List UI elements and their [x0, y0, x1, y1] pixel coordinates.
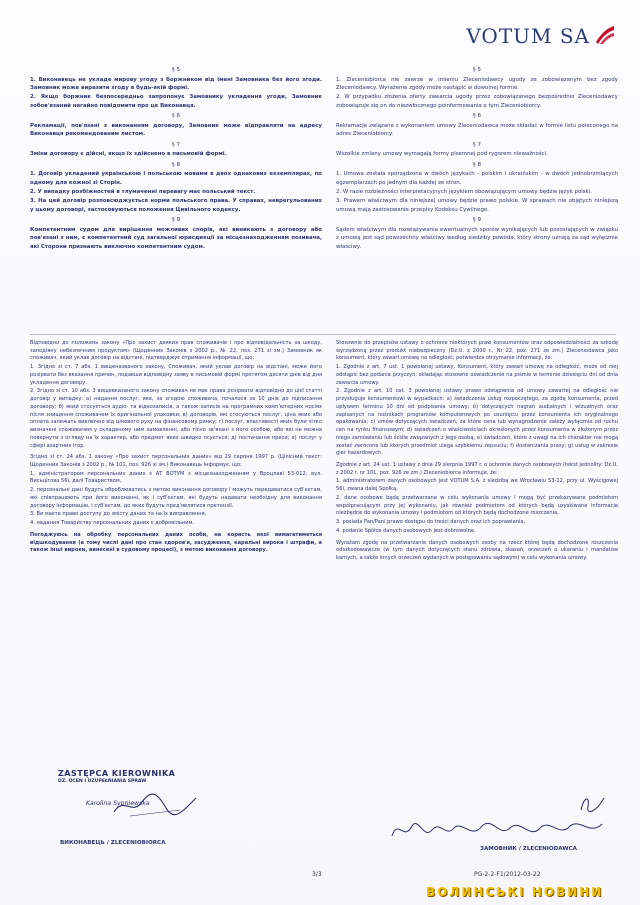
section-5-para-1-pl: 1. Zleceniobiorca nie zawrze w imieniu Zleceniodawcy ugody ze zobowiązanym bez zgody Zleceniodawcy. Wyrażenie zgody może nastąpić w dowolnej formie.	[336, 76, 618, 92]
lower-left-block	[30, 340, 322, 556]
section-7-heading-pl: § 7	[472, 141, 482, 148]
consumer-info-intro-pl: Stosownie do przepisów ustawy o ochronie niektórych praw konsumentów oraz odpowiedzialności za szkodę wyrządzoną przez produkt niebezpieczny (Dz.U. z 2000 r., Nr 22, poz. 271 ze zm.) Zleceniodawca jako konsument, który zawarł umowę na odległość, potwierdza otrzymanie informacji, że:	[336, 340, 618, 362]
section-5-heading-pl: § 5	[472, 67, 482, 73]
votum-logo	[466, 24, 616, 48]
section-8-heading-pl: § 8	[472, 161, 482, 168]
section-9-para: Компетентним судом для вирішення можливих спорів, які виникають з договору або пов'язані з ним, є компетентний суд загальної юрисдикції за місцезнаходженням позивача, які Сторони признають виключно компетентним судом.	[30, 226, 322, 250]
page-number: 3/3	[312, 871, 322, 878]
data-protection-point-2-pl: 2. dane osobowe będą przetwarzane w celu wykonania umowy i mogą być przekazywane podmiotom współpracującym przy jej wykonaniu, jak również podmiotom od których będą uzyskiwane informacje niezbędne do wykonania umowy i podmiotom od których będą dochodzone roszczenia,	[336, 494, 618, 517]
consumer-info-point-1-pl: 1. Zgodnie z art. 7 ust. 1 powołanej ustawy, Konsument, który zawarł umowę na odległość, może od niej odstąpić bez podania przyczyn, składając stosowne oświadczenie na piśmie w terminie dziesięciu dni od dnia zawarcia umowy.	[336, 364, 618, 386]
section-8-para-2-pl: 2. W razie rozbieżności interpretacyjnych językiem obowiązującym umowy będzie język polski.	[336, 189, 592, 195]
stamp-name: Karolina Sypniewska	[86, 799, 150, 807]
data-protection-intro-pl: Zgodnie z art. 24 ust. 1 ustawy z dnia 29 sierpnia 1997 r. o ochronie danych osobowych (tekst jednolity: Dz.U. z 2002 r. nr 101, poz. 926 ze zm.) Zleceniobiorca informuje, że:	[336, 462, 618, 476]
upper-right-column	[336, 64, 618, 252]
form-code: PG-2-2-F1/2012-03-22	[474, 871, 541, 878]
initials-mark	[578, 792, 608, 816]
lower-right-block	[336, 340, 618, 564]
section-6-para-pl: Reklamacje związane z wykonaniem umowy Zleceniodawca może składać w formie listu poleconego na adres Zleceniobiorcy.	[336, 122, 618, 138]
consumer-info-point-1: 1. Згідно зі ст. 7 абз. 1 вищеназваного закону, Споживач, який уклав договір на відстані, може його розірвати без вказання причин, подавши відповідну заяву в письмовій формі протягом десяти днів від дня укладення договору.	[30, 364, 322, 386]
section-5-para-2-pl: 2. W przypadku złożenia oferty zawarcia ugody przez zobowiązanego bezpośrednio Zleceniodawcy zobowiązuje się on do niezwłocznego poinformowania o tym Zleceniobiorcy.	[336, 94, 618, 109]
section-7-para: Зміни договору є дійсні, якщо їх здійснено в письмовій формі.	[30, 151, 227, 158]
data-protection-intro: Згідно зі ст. 24 абз. 1 закону «Про захист персональних даних» від 29 серпня 1997 р. (Цілісний текст: Щоденник Законів з 2002 р., № 101, поз. 926 зі зм.) Виконавець інформує, що:	[30, 454, 322, 469]
section-9-heading-pl: § 9	[472, 217, 482, 224]
consumer-info-intro: Відповідно до положень закону «Про захист деяких прав споживачів і про відповідальність за шкоду, заподіяну небезпечним продуктом» (Щоденник Законів з 2002 р., № 22, поз. 271 зі зм.) Замовник як споживач, який уклав договір на відстані, підтверджує отримання інформації, що:	[30, 340, 322, 362]
section-5-para-1: 1. Виконавець не укладе мирову угоду з боржником від імені Замовника без його згоди. Замовник може виразити згоду в будь-якій формі.	[30, 76, 322, 92]
news-watermark: ВОЛИНСЬКІ НОВИНИ	[426, 885, 604, 899]
stamp-title: ZASTĘPCA KIEROWNIKA	[58, 769, 176, 778]
section-6-heading: § 6	[171, 113, 181, 120]
upper-left-column	[30, 64, 322, 252]
data-protection-point-3-pl: 3. posiada Pan/Pani prawo dostępu do treści danych oraz ich poprawiania,	[336, 519, 526, 526]
client-signature	[388, 812, 608, 846]
section-8-para-1-pl: 1. Umowa została sporządzona w dwóch językach - polskim i ukraińskim - w dwóch jednobrzmiących egzemplarzach po jednym dla każdej ze stron.	[336, 171, 618, 186]
section-8-para-3-pl: 3. Prawem właściwym dla niniejszej umowy będzie prawo polskie. W sprawach nie objętych niniejszą umową mają zastosowanie przepisy Kodeksu Cywilnego.	[336, 198, 618, 213]
data-protection-point-4: 4. надання Товариству персональних даних є добровільним.	[30, 520, 195, 527]
section-7-para-pl: Wszelkie zmiany umowy wymagają formy pisemnej pod rygorem nieważności.	[336, 151, 548, 158]
section-6-para: Рекламації, пов'язані з виконанням договору, Замовник може відправляти на адресу Виконавця рекомендованим листом.	[30, 122, 322, 138]
consent-clause: Погоджуюсь на обробку персональних даних особи, на користь якої вимагатиметься відшкодування (а тому числі дані про стан здоров'я, засудження, каральні вироки і штрафи, а також інші вироки, винесені в судовому процесі), з метою виконання договору.	[30, 531, 322, 554]
section-9-para-pl: Sądem właściwym dla rozwiązywania ewentualnych sporów wynikających lub pozostających w związku z umową jest sąd powszechny właściwy według siedziby powoda, który strony uznają za sąd wyłącznie właściwy.	[336, 226, 618, 250]
data-protection-point-3: 3. Ви маєте право доступу до змісту даних та на їх виправлення,	[30, 511, 207, 518]
section-6-heading-pl: § 6	[472, 113, 482, 120]
section-8-para-1: 1. Договір укладений українською і польською мовами в двох однакових екземплярах, по одному для кожної зі Сторін.	[30, 171, 322, 186]
contractor-label: ВИКОНАВЕЦЬ / ZLECENIOBIORCA	[60, 840, 166, 846]
section-8-heading: § 8	[171, 161, 181, 168]
section-5-heading: § 5	[171, 67, 181, 73]
logo-text: VOTUM SA	[466, 24, 590, 48]
data-protection-point-4-pl: 4. podanie Spółce danych osobowych jest dobrowolne.	[336, 527, 476, 534]
contractor-signature	[110, 790, 200, 820]
data-protection-point-1-pl: 1. administratorem danych osobowych jest VOTUM S.A. z siedzibą we Wrocławiu 53-12, przy ul. Wyścigowej 56i, zwana dalej Spółką,	[336, 478, 618, 493]
client-label: ЗАМОВНИК / ZLECENIODAWCA	[480, 846, 577, 852]
data-protection-point-1: 1. адміністратором персональних даних є АТ ВОТУМ з місцезнаходженням у Вроцлаві 53-012, вул. Висьцігова 56і, далі Товариством,	[30, 470, 322, 485]
logo-swoosh-icon	[594, 24, 616, 46]
section-7-heading: § 7	[171, 141, 181, 148]
stamp-subtitle: DZ. OCEN I UZUPEŁNIANIA SPRAW	[58, 779, 147, 785]
consumer-info-point-2: 2. Згідно зі ст. 10 абз. 3 вищевказаного закону споживач не має права розірвати відповідно до цієї статті договір у випадку: а) надання послуг, яке, за згодою споживача, почалося за 10 днів до підписання договору; б) який стосується аудіо- та відеозаписів, а також записів на програмних комп'ютерних носіях після знищення споживачем їх оригінальної упаковки; в) договорів, які стосуються послуг, ціна яких або оплата залежать виключно від цінового руху на фінансовому ринку; г) послуг, властивості яких були чітко визначені споживачем у складеному ним замовленні, або тісно зв'язані з його особою, або які не можна повернути з огляду на їх характер, або предмет яких швидко псується; д) постачання преси; е) послуг у сфері азартних ігор.	[30, 388, 322, 449]
consumer-info-point-2-pl: 2. Zgodnie z art. 10 ust. 3 powołanej ustawy prawo odstąpienia od umowy zawartej na odległość nie przysługuje konsumentowi w wypadkach: a) świadczenia usług rozpoczętego, za zgodą konsumenta, przed upływem terminu 10 dni od podpisania umowy; b) dotyczących nagrań audialnych i wizualnych oraz zapisanych na nośnikach programów komputerowych po usunięciu przez konsumenta ich oryginalnego opakowania; c) umów dotyczących świadczeń, za które cena lub wynagrodzenie zależy wyłącznie od ruchu cen na rynku finansowym; d) świadczeń o właściwościach określonych przez konsumenta w złożonym przez niego zamówieniu lub ściśle związanych z jego osobą, e) świadczeń, które z uwagi na ich charakter nie mogą zostać zwrócone lub których przedmiot ulega szybkiemu zepsuciu; f) dostarczania prasy; g) usług w zakresie gier hazardowych.	[336, 388, 618, 457]
section-9-heading: § 9	[171, 217, 181, 224]
consent-clause-pl: Wyrażam zgodę na przetwarzanie danych osobowych osoby na rzecz której będą dochodzone roszczenia odszkodowawcze (w tym danych dotyczących stanu zdrowia, skazań, orzeczeń o ukaraniu i mandatów karnych, a także innych orzeczeń wydanych w postępowaniu sądowym) w celu wykonania umowy.	[336, 539, 618, 562]
data-protection-point-2: 2. персональні дані будуть оброблюватись з метою виконання договору і можуть передаватися суб'єктам, які співпрацюють при його виконанні, як і суб'єктам, які будуть надавати необхідну для виконання договору інформацію, і суб'єктам, до яких будуть пред'являтися претензії.	[30, 487, 322, 509]
section-5-para-2: 2. Якщо боржник безпосередньо запропонує Замовнику укладення угоди, Замовник зобов'язаний негайно повідомити про це Виконавця.	[30, 94, 322, 109]
section-divider	[30, 334, 616, 335]
section-8-para-2: 2. У випадку розбіжностей в тлумаченні перевагу має польський текст.	[30, 189, 256, 195]
section-8-para-3: 3. На цей договір розповсюджується норми польського права. У справах, неврегульованих у цьому договорі, застосовуються положення Цивільного кодексу.	[30, 198, 322, 213]
